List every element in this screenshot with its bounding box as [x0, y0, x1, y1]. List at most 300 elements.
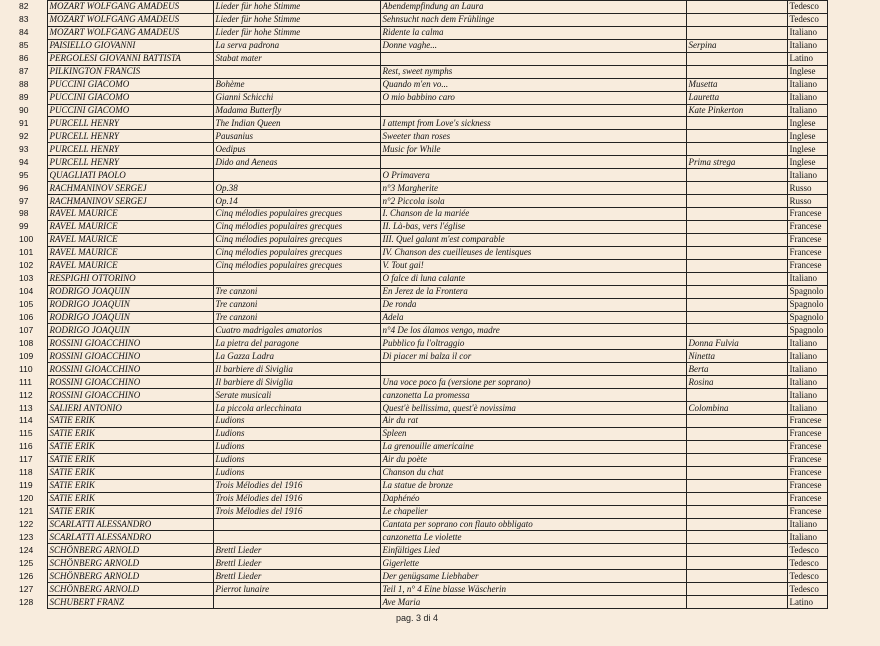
role-cell: [686, 311, 787, 324]
repertoire-table-body: [0, 1, 827, 609]
author-cell: PURCELL HENRY: [47, 143, 213, 156]
work-cell: [213, 272, 380, 285]
author-cell: SCARLATTI ALESSANDRO: [47, 531, 213, 544]
work-cell: Tre canzoni: [213, 298, 380, 311]
author-cell: PURCELL HENRY: [47, 156, 213, 169]
table-row: [0, 117, 827, 130]
language-cell: Inglese: [787, 156, 827, 169]
piece-cell: Sehnsucht nach dem Frühlinge: [380, 13, 686, 26]
row-number: 103: [19, 273, 34, 284]
table-row: [0, 557, 827, 570]
table-row: [0, 220, 827, 233]
piece-cell: O Primavera: [380, 169, 686, 182]
language-cell: Spagnolo: [787, 324, 827, 337]
author-cell: PILKINGTON FRANCIS: [47, 65, 213, 78]
role-cell: Prima strega: [686, 156, 787, 169]
piece-cell: Quando m'en vo...: [380, 78, 686, 91]
role-cell: Musetta: [686, 78, 787, 91]
role-cell: [686, 1, 787, 14]
role-cell: [686, 182, 787, 195]
table-row: [0, 26, 827, 39]
work-cell: Lieder für hohe Stimme: [213, 26, 380, 39]
row-number: 96: [19, 182, 29, 193]
language-cell: Francese: [787, 492, 827, 505]
role-cell: Kate Pinkerton: [686, 104, 787, 117]
language-cell: Italiano: [787, 518, 827, 531]
piece-cell: Cantata per soprano con flauto obbligato: [380, 518, 686, 531]
role-cell: [686, 130, 787, 143]
table-row: [0, 376, 827, 389]
piece-cell: Spleen: [380, 427, 686, 440]
row-number: 86: [19, 53, 29, 64]
piece-cell: Pubblico fu l'oltraggio: [380, 337, 686, 350]
piece-cell: Una voce poco fa (versione per soprano): [380, 376, 686, 389]
table-row: [0, 596, 827, 609]
piece-cell: Air du poète: [380, 453, 686, 466]
row-number: 90: [19, 104, 29, 115]
page-number: pag. 3 di 4: [395, 613, 439, 623]
role-cell: [686, 65, 787, 78]
table-row: [0, 402, 827, 415]
piece-cell: O mio babbino caro: [380, 91, 686, 104]
table-row: [0, 583, 827, 596]
language-cell: Tedesco: [787, 570, 827, 583]
piece-cell: canzonetta Le violette: [380, 531, 686, 544]
role-cell: Colombina: [686, 402, 787, 415]
piece-cell: IV. Chanson des cueilleuses de lentisques: [380, 246, 686, 259]
author-cell: RODRIGO JOAQUIN: [47, 285, 213, 298]
author-cell: SATIE ERIK: [47, 492, 213, 505]
author-cell: RAVEL MAURICE: [47, 220, 213, 233]
row-number: 88: [19, 79, 29, 90]
row-number: 111: [19, 376, 32, 387]
author-cell: SCHÖNBERG ARNOLD: [47, 583, 213, 596]
table-row: [0, 52, 827, 65]
role-cell: [686, 259, 787, 272]
row-number: 107: [19, 324, 34, 335]
work-cell: Brettl Lieder: [213, 557, 380, 570]
language-cell: Inglese: [787, 117, 827, 130]
role-cell: [686, 324, 787, 337]
work-cell: Cinq mélodies populaires grecques: [213, 259, 380, 272]
piece-cell: [380, 104, 686, 117]
author-cell: RAVEL MAURICE: [47, 259, 213, 272]
table-row: [0, 78, 827, 91]
table-row: [0, 479, 827, 492]
work-cell: Pierrot lunaire: [213, 583, 380, 596]
work-cell: La pietra del paragone: [213, 337, 380, 350]
piece-cell: Rest, sweet nymphs: [380, 65, 686, 78]
piece-cell: canzonetta La promessa: [380, 389, 686, 402]
author-cell: SATIE ERIK: [47, 440, 213, 453]
table-row: [0, 195, 827, 208]
author-cell: MOZART WOLFGANG AMADEUS: [47, 13, 213, 26]
piece-cell: III. Quel galant m'est comparable: [380, 233, 686, 246]
table-row: [0, 13, 827, 26]
language-cell: Italiano: [787, 169, 827, 182]
language-cell: Spagnolo: [787, 285, 827, 298]
role-cell: Berta: [686, 363, 787, 376]
row-number: 113: [19, 402, 33, 413]
author-cell: SATIE ERIK: [47, 479, 213, 492]
piece-cell: [380, 363, 686, 376]
row-number: 116: [19, 441, 33, 452]
role-cell: Serpina: [686, 39, 787, 52]
language-cell: Tedesco: [787, 544, 827, 557]
role-cell: [686, 518, 787, 531]
author-cell: ROSSINI GIOACCHINO: [47, 376, 213, 389]
role-cell: [686, 143, 787, 156]
table-row: [0, 544, 827, 557]
author-cell: RAVEL MAURICE: [47, 246, 213, 259]
work-cell: Cinq mélodies populaires grecques: [213, 246, 380, 259]
author-cell: SATIE ERIK: [47, 466, 213, 479]
work-cell: Gianni Schicchi: [213, 91, 380, 104]
role-cell: [686, 117, 787, 130]
language-cell: Latino: [787, 52, 827, 65]
table-row: [0, 570, 827, 583]
table-row: [0, 259, 827, 272]
language-cell: Italiano: [787, 91, 827, 104]
work-cell: Ludions: [213, 466, 380, 479]
work-cell: [213, 169, 380, 182]
work-cell: Trois Mélodies del 1916: [213, 492, 380, 505]
language-cell: Italiano: [787, 363, 827, 376]
author-cell: SATIE ERIK: [47, 415, 213, 428]
author-cell: RACHMANINOV SERGEJ: [47, 195, 213, 208]
language-cell: Inglese: [787, 143, 827, 156]
piece-cell: II. Là-bas, vers l'église: [380, 220, 686, 233]
work-cell: Oedipus: [213, 143, 380, 156]
row-number: 95: [19, 169, 29, 180]
row-number: 97: [19, 195, 29, 206]
author-cell: SCHÖNBERG ARNOLD: [47, 544, 213, 557]
role-cell: [686, 52, 787, 65]
language-cell: Francese: [787, 233, 827, 246]
piece-cell: Abendempfindung an Laura: [380, 1, 686, 14]
row-number: 128: [19, 596, 34, 607]
role-cell: Lauretta: [686, 91, 787, 104]
table-row: [0, 143, 827, 156]
role-cell: [686, 208, 787, 221]
role-cell: [686, 427, 787, 440]
row-number: 93: [19, 143, 29, 154]
language-cell: Tedesco: [787, 557, 827, 570]
role-cell: [686, 544, 787, 557]
author-cell: RAVEL MAURICE: [47, 233, 213, 246]
language-cell: Italiano: [787, 78, 827, 91]
piece-cell: En Jerez de la Frontera: [380, 285, 686, 298]
language-cell: Francese: [787, 466, 827, 479]
work-cell: Stabat mater: [213, 52, 380, 65]
language-cell: Francese: [787, 505, 827, 518]
table-row: [0, 272, 827, 285]
language-cell: Italiano: [787, 531, 827, 544]
work-cell: Ludions: [213, 453, 380, 466]
row-number: 106: [19, 311, 34, 322]
table-row: [0, 440, 827, 453]
role-cell: Donna Fulvia: [686, 337, 787, 350]
piece-cell: Le chapelier: [380, 505, 686, 518]
work-cell: Cinq mélodies populaires grecques: [213, 220, 380, 233]
row-number: 124: [19, 544, 34, 555]
table-row: [0, 91, 827, 104]
work-cell: Lieder für hohe Stimme: [213, 13, 380, 26]
table-row: [0, 518, 827, 531]
author-cell: PURCELL HENRY: [47, 117, 213, 130]
work-cell: [213, 65, 380, 78]
table-row: [0, 169, 827, 182]
author-cell: PAISIELLO GIOVANNI: [47, 39, 213, 52]
work-cell: Cuatro madrigales amatorios: [213, 324, 380, 337]
table-row: [0, 1, 827, 14]
role-cell: [686, 570, 787, 583]
table-row: [0, 531, 827, 544]
work-cell: Pausanius: [213, 130, 380, 143]
table-row: [0, 130, 827, 143]
table-row: [0, 389, 827, 402]
author-cell: MOZART WOLFGANG AMADEUS: [47, 1, 213, 14]
author-cell: RODRIGO JOAQUIN: [47, 311, 213, 324]
author-cell: MOZART WOLFGANG AMADEUS: [47, 26, 213, 39]
work-cell: La serva padrona: [213, 39, 380, 52]
row-number: 104: [19, 286, 34, 297]
role-cell: [686, 246, 787, 259]
author-cell: RODRIGO JOAQUIN: [47, 324, 213, 337]
row-number: 118: [19, 467, 33, 478]
piece-cell: Music for While: [380, 143, 686, 156]
author-cell: PUCCINI GIACOMO: [47, 78, 213, 91]
table-row: [0, 208, 827, 221]
role-cell: Rosina: [686, 376, 787, 389]
row-number: 85: [19, 40, 29, 51]
language-cell: Italiano: [787, 389, 827, 402]
row-number: 126: [19, 570, 34, 581]
author-cell: PERGOLESI GIOVANNI BATTISTA: [47, 52, 213, 65]
row-number: 100: [19, 234, 34, 245]
work-cell: Tre canzoni: [213, 285, 380, 298]
work-cell: Op.14: [213, 195, 380, 208]
role-cell: [686, 415, 787, 428]
row-number: 91: [19, 117, 29, 128]
language-cell: Francese: [787, 246, 827, 259]
table-row: [0, 311, 827, 324]
role-cell: [686, 492, 787, 505]
row-number: 112: [19, 389, 33, 400]
piece-cell: n°2 Piccola isola: [380, 195, 686, 208]
piece-cell: V. Tout gai!: [380, 259, 686, 272]
language-cell: Spagnolo: [787, 298, 827, 311]
work-cell: Serate musicali: [213, 389, 380, 402]
language-cell: Russo: [787, 195, 827, 208]
language-cell: Tedesco: [787, 13, 827, 26]
row-number: 89: [19, 92, 29, 103]
author-cell: SCHÖNBERG ARNOLD: [47, 570, 213, 583]
author-cell: RAVEL MAURICE: [47, 208, 213, 221]
language-cell: Inglese: [787, 65, 827, 78]
table-row: [0, 324, 827, 337]
author-cell: PUCCINI GIACOMO: [47, 104, 213, 117]
row-number: 94: [19, 156, 29, 167]
work-cell: Brettl Lieder: [213, 570, 380, 583]
row-number: 125: [19, 557, 34, 568]
role-cell: [686, 479, 787, 492]
row-number: 109: [19, 350, 34, 361]
role-cell: [686, 220, 787, 233]
piece-cell: Teil 1, n° 4 Eine blasse Wäscherin: [380, 583, 686, 596]
row-number: 105: [19, 299, 34, 310]
piece-cell: Einfältiges Lied: [380, 544, 686, 557]
language-cell: Tedesco: [787, 1, 827, 14]
language-cell: Francese: [787, 479, 827, 492]
row-number: 99: [19, 221, 29, 232]
table-row: [0, 466, 827, 479]
language-cell: Italiano: [787, 272, 827, 285]
work-cell: Op.38: [213, 182, 380, 195]
row-number: 114: [19, 415, 33, 426]
work-cell: Madama Butterfly: [213, 104, 380, 117]
author-cell: SATIE ERIK: [47, 427, 213, 440]
author-cell: SATIE ERIK: [47, 505, 213, 518]
author-cell: RODRIGO JOAQUIN: [47, 298, 213, 311]
work-cell: Dido and Aeneas: [213, 156, 380, 169]
piece-cell: n°3 Margherite: [380, 182, 686, 195]
language-cell: Inglese: [787, 130, 827, 143]
role-cell: [686, 505, 787, 518]
row-number: 123: [19, 531, 34, 542]
piece-cell: Di piacer mi balza il cor: [380, 350, 686, 363]
work-cell: Il barbiere di Siviglia: [213, 376, 380, 389]
language-cell: Italiano: [787, 26, 827, 39]
author-cell: SATIE ERIK: [47, 453, 213, 466]
piece-cell: Donne vaghe...: [380, 39, 686, 52]
row-number: 127: [19, 583, 34, 594]
author-cell: PURCELL HENRY: [47, 130, 213, 143]
table-row: [0, 182, 827, 195]
table-row: [0, 505, 827, 518]
role-cell: [686, 285, 787, 298]
language-cell: Italiano: [787, 39, 827, 52]
author-cell: RESPIGHI OTTORINO: [47, 272, 213, 285]
table-row: [0, 350, 827, 363]
role-cell: [686, 26, 787, 39]
role-cell: [686, 233, 787, 246]
author-cell: ROSSINI GIOACCHINO: [47, 363, 213, 376]
work-cell: Tre canzoni: [213, 311, 380, 324]
piece-cell: La statue de bronze: [380, 479, 686, 492]
work-cell: La Gazza Ladra: [213, 350, 380, 363]
piece-cell: Quest'è bellissima, quest'è novissima: [380, 402, 686, 415]
piece-cell: La grenouille americaine: [380, 440, 686, 453]
table-row: [0, 39, 827, 52]
role-cell: [686, 583, 787, 596]
piece-cell: I. Chanson de la mariée: [380, 208, 686, 221]
piece-cell: Ridente la calma: [380, 26, 686, 39]
table-row: [0, 285, 827, 298]
work-cell: The Indian Queen: [213, 117, 380, 130]
piece-cell: Sweeter than roses: [380, 130, 686, 143]
row-number: 110: [19, 363, 33, 374]
row-number: 84: [19, 27, 29, 38]
work-cell: Brettl Lieder: [213, 544, 380, 557]
piece-cell: Ave Maria: [380, 596, 686, 609]
role-cell: [686, 557, 787, 570]
role-cell: [686, 298, 787, 311]
work-cell: Ludions: [213, 427, 380, 440]
row-number: 120: [19, 493, 34, 504]
language-cell: Spagnolo: [787, 311, 827, 324]
table-row: [0, 492, 827, 505]
row-number: 101: [19, 247, 34, 258]
row-number: 102: [19, 260, 34, 271]
table-row: [0, 415, 827, 428]
table-row: [0, 65, 827, 78]
author-cell: RACHMANINOV SERGEJ: [47, 182, 213, 195]
language-cell: Francese: [787, 208, 827, 221]
row-number: 119: [19, 480, 33, 491]
piece-cell: n°4 De los álamos vengo, madre: [380, 324, 686, 337]
work-cell: [213, 531, 380, 544]
language-cell: Italiano: [787, 402, 827, 415]
work-cell: [213, 596, 380, 609]
role-cell: [686, 453, 787, 466]
piece-cell: Gigerlette: [380, 557, 686, 570]
work-cell: La piccola arlecchinata: [213, 402, 380, 415]
language-cell: Italiano: [787, 350, 827, 363]
author-cell: SCHÖNBERG ARNOLD: [47, 557, 213, 570]
role-cell: [686, 13, 787, 26]
piece-cell: Der genügsame Liebhaber: [380, 570, 686, 583]
language-cell: Latino: [787, 596, 827, 609]
row-number: 115: [19, 428, 33, 439]
language-cell: Italiano: [787, 337, 827, 350]
table-row: [0, 337, 827, 350]
role-cell: [686, 169, 787, 182]
table-row: [0, 363, 827, 376]
language-cell: Francese: [787, 259, 827, 272]
language-cell: Tedesco: [787, 583, 827, 596]
row-number: 108: [19, 337, 34, 348]
piece-cell: De ronda: [380, 298, 686, 311]
table-row: [0, 156, 827, 169]
row-number: 82: [19, 1, 29, 12]
table-row: [0, 298, 827, 311]
work-cell: Cinq mélodies populaires grecques: [213, 233, 380, 246]
author-cell: ROSSINI GIOACCHINO: [47, 350, 213, 363]
author-cell: SCARLATTI ALESSANDRO: [47, 518, 213, 531]
piece-cell: O falce di luna calante: [380, 272, 686, 285]
piece-cell: Chanson du chat: [380, 466, 686, 479]
author-cell: QUAGLIATI PAOLO: [47, 169, 213, 182]
table-row: [0, 104, 827, 117]
author-cell: ROSSINI GIOACCHINO: [47, 389, 213, 402]
language-cell: Francese: [787, 453, 827, 466]
work-cell: Ludions: [213, 415, 380, 428]
author-cell: SALIERI ANTONIO: [47, 402, 213, 415]
piece-cell: I attempt from Love's sickness: [380, 117, 686, 130]
language-cell: Italiano: [787, 376, 827, 389]
row-number: 98: [19, 208, 29, 219]
piece-cell: Adela: [380, 311, 686, 324]
row-number: 83: [19, 14, 29, 25]
work-cell: [213, 518, 380, 531]
piece-cell: Air du rat: [380, 415, 686, 428]
role-cell: [686, 272, 787, 285]
work-cell: Trois Mélodies del 1916: [213, 505, 380, 518]
work-cell: Il barbiere di Siviglia: [213, 363, 380, 376]
work-cell: Trois Mélodies del 1916: [213, 479, 380, 492]
row-number: 87: [19, 66, 29, 77]
